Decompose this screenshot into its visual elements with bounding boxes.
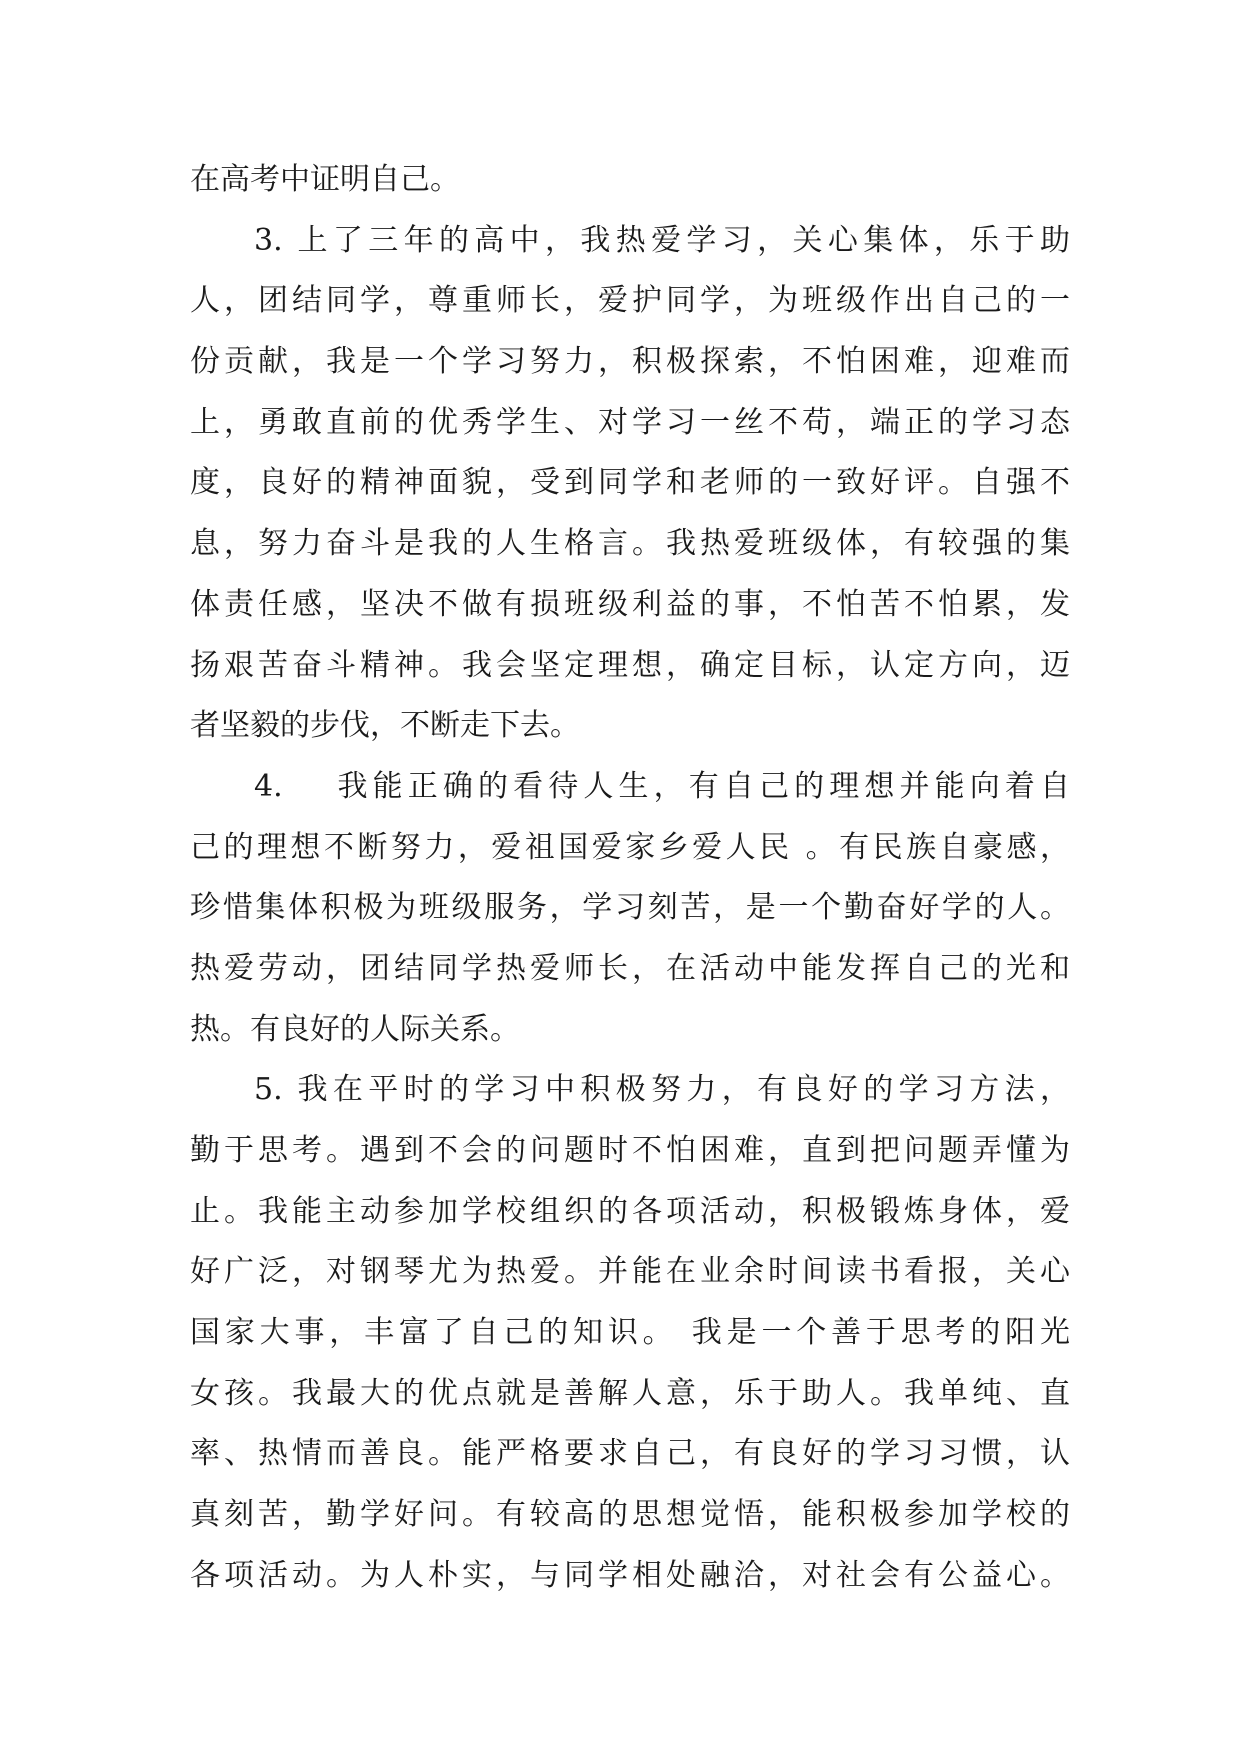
- text-line: 好广泛，对钢琴尤为热爱。并能在业余时间读书看报，关心: [190, 1254, 1070, 1290]
- text-line: 体责任感，坚决不做有损班级利益的事，不怕苦不怕累，发: [190, 586, 1070, 622]
- text-line: 4. 我能正确的看待人生，有自己的理想并能向着自: [254, 768, 1070, 804]
- text-line: 度，良好的精神面貌，受到同学和老师的一致好评。自强不: [190, 465, 1070, 501]
- text-line: 勤于思考。遇到不会的问题时不怕困难，直到把问题弄懂为: [190, 1133, 1070, 1168]
- text-line: 女孩。我最大的优点就是善解人意，乐于助人。我单纯、直: [190, 1375, 1070, 1411]
- text-line: 份贡献，我是一个学习努力，积极探索，不怕困难，迎难而: [190, 344, 1070, 380]
- text-line: 5. 我在平时的学习中积极努力，有良好的学习方法，: [254, 1072, 1070, 1108]
- text-line: 者坚毅的步伐，不断走下去。: [190, 708, 580, 744]
- text-line: 国家大事，丰富了自己的知识。 我是一个善于思考的阳光: [190, 1315, 1070, 1351]
- text-line: 热爱劳动，团结同学热爱师长，在活动中能发挥自己的光和: [190, 950, 1070, 986]
- text-line: 扬艰苦奋斗精神。我会坚定理想，确定目标，认定方向，迈: [190, 647, 1070, 683]
- text-line: 率、热情而善良。能严格要求自己，有良好的学习习惯，认: [190, 1436, 1070, 1472]
- text-line: 珍惜集体积极为班级服务，学习刻苦，是一个勤奋好学的人。: [190, 890, 1070, 926]
- text-line: 上，勇敢直前的优秀学生、对学习一丝不苟，端正的学习态: [190, 404, 1070, 440]
- text-line: 己的理想不断努力，爱祖国爱家乡爱人民 。有民族自豪感，: [190, 829, 1070, 865]
- text-line: 息，努力奋斗是我的人生格言。我热爱班级体，有较强的集: [190, 526, 1070, 562]
- text-line: 各项活动。为人朴实，与同学相处融洽，对社会有公益心。: [190, 1557, 1070, 1593]
- text-line: 人，团结同学，尊重师长，爱护同学，为班级作出自己的一: [190, 283, 1070, 319]
- text-line: 在高考中证明自己。: [190, 162, 460, 197]
- document-body: [190, 150, 1070, 1607]
- text-line: 热。有良好的人际关系。: [190, 1011, 520, 1047]
- text-line: 真刻苦，勤学好问。有较高的思想觉悟，能积极参加学校的: [190, 1497, 1070, 1533]
- text-line: 止。我能主动参加学校组织的各项活动，积极锻炼身体，爱: [190, 1193, 1070, 1229]
- text-line: 3. 上了三年的高中，我热爱学习，关心集体，乐于助: [254, 222, 1070, 258]
